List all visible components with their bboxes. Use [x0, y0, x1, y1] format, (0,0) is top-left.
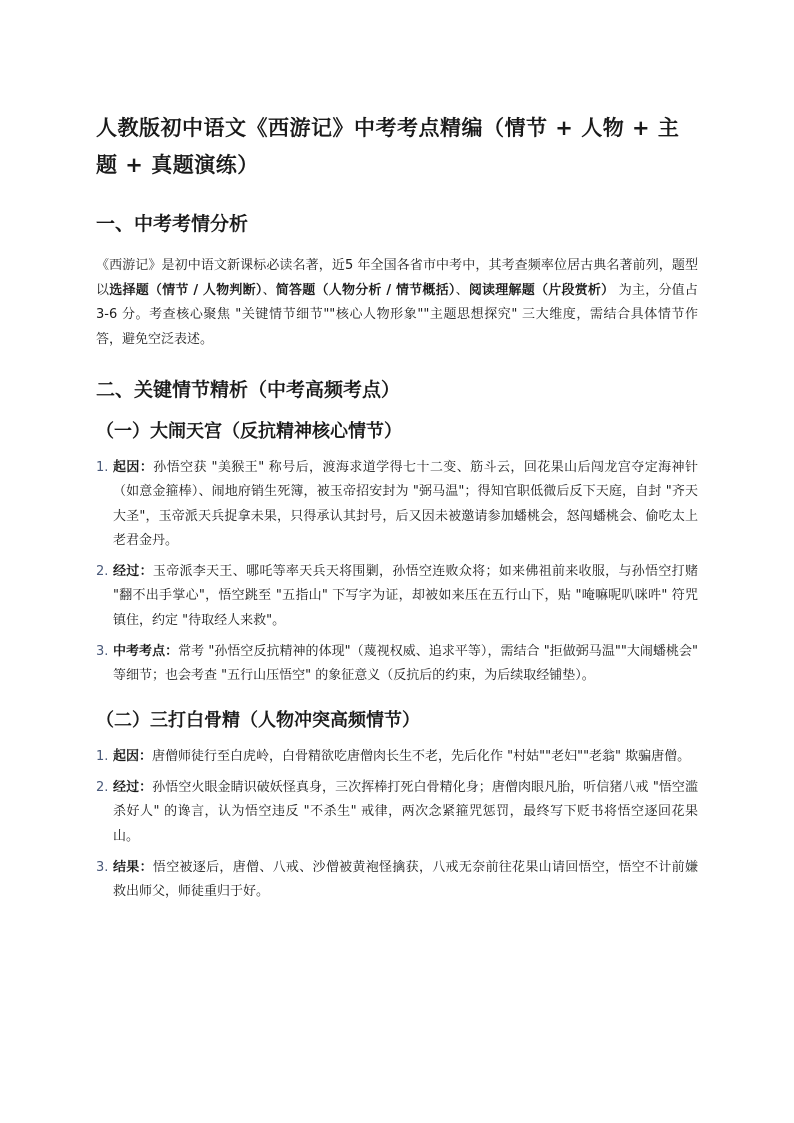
list-text: 玉帝派李天王、哪吒等率天兵天将围剿，孙悟空连败众将；如来佛祖前来收服，与孙悟空打赌 "翻不出手掌心"，悟空跳至 "五指山" 下写字为证，却被如来压在五行山下，贴 "唵嘛呢叭咪吽" 符咒镇住，约定 "待取经人来救"。 [113, 564, 698, 628]
list-number: 1. [96, 748, 109, 764]
list-label: 起因： [113, 460, 154, 475]
list-item [96, 776, 698, 849]
section-heading-key-plots: 二、关键情节精析（中考高频考点） [96, 379, 401, 401]
section-heading-exam-analysis: 一、中考考情分析 [96, 213, 249, 235]
list-text: 悟空被逐后，唐僧、八戒、沙僧被黄袍怪擒获，八戒无奈前往花果山请回悟空，悟空不计前嫌救出师父，师徒重归于好。 [113, 859, 698, 900]
subsection-heading-havoc-in-heaven: （一）大闹天宫（反抗精神核心情节） [96, 421, 402, 442]
white-bone-demon-list [96, 745, 698, 905]
list-label: 起因： [113, 748, 153, 764]
paragraph-text: 《西游记》是初中语文新课标必读名著，近5 年全国各省市中考中，其考查频率位居古典名著前列，题型以 [96, 258, 698, 298]
list-number: 3. [96, 644, 109, 660]
question-type-reading: 阅读理解题（片段赏析） [468, 282, 615, 298]
list-number: 1. [96, 460, 109, 475]
question-type-choice: 选择题（情节 / 人物判断） [109, 282, 263, 298]
list-item [96, 745, 698, 769]
list-text: 孙悟空获 "美猴王" 称号后，渡海求道学得七十二变、筋斗云，回花果山后闯龙宫夺定海神针（如意金箍棒）、闹地府销生死簿，被玉帝招安封为 "弼马温"；得知官职低微后反下天庭，自封 "齐天大圣"，玉帝派天兵捉拿未果，只得承认其封号，后又因未被邀请参加蟠桃会，怒闯蟠桃会、偷吃太上老君金丹。 [113, 460, 698, 548]
list-item [96, 560, 698, 633]
subsection-heading-white-bone-demon: （二）三打白骨精（人物冲突高频情节） [96, 709, 420, 731]
list-label: 经过： [113, 564, 153, 580]
list-text: 常考 "孙悟空反抗精神的体现"（蔑视权威、追求平等），需结合 "拒做弼马温""大闹蟠桃会" 等细节；也会考查 "五行山压悟空" 的象征意义（反抗后的约束，为后续取经铺垫）。 [113, 644, 698, 684]
list-item [96, 640, 698, 689]
list-number: 3. [96, 859, 109, 875]
havoc-in-heaven-list [96, 456, 698, 689]
list-item [96, 856, 698, 905]
document-title: 人教版初中语文《西游记》中考考点精编（情节 + 人物 + 主题 + 真题演练） [96, 116, 680, 177]
document-page [96, 110, 698, 922]
paragraph-text: 为主，分值占3-6 分。考查核心聚焦 "关键情节细节""核心人物形象""主题思想探究" 三大维度，需结合具体情节作答，避免空泛表述。 [96, 282, 698, 347]
list-text: 孙悟空火眼金睛识破妖怪真身，三次挥棒打死白骨精化身；唐僧肉眼凡胎，听信猪八戒 "悟空滥杀好人" 的谗言，认为悟空违反 "不杀生" 戒律，两次念紧箍咒惩罚，最终写下贬书将悟空逐回花果山。 [113, 779, 698, 844]
list-label: 中考考点： [113, 644, 179, 660]
list-number: 2. [96, 564, 109, 580]
paragraph-text: 、 [262, 282, 276, 298]
list-number: 2. [96, 779, 109, 795]
list-label: 经过： [113, 779, 153, 795]
exam-analysis-paragraph [96, 254, 698, 352]
paragraph-text: 、 [455, 282, 469, 298]
list-label: 结果： [113, 859, 153, 875]
list-text: 唐僧师徒行至白虎岭，白骨精欲吃唐僧肉长生不老，先后化作 "村姑""老妇""老翁" 欺骗唐僧。 [152, 748, 691, 764]
list-item [96, 456, 698, 553]
question-type-short-answer: 简答题（人物分析 / 情节概括） [275, 282, 456, 298]
